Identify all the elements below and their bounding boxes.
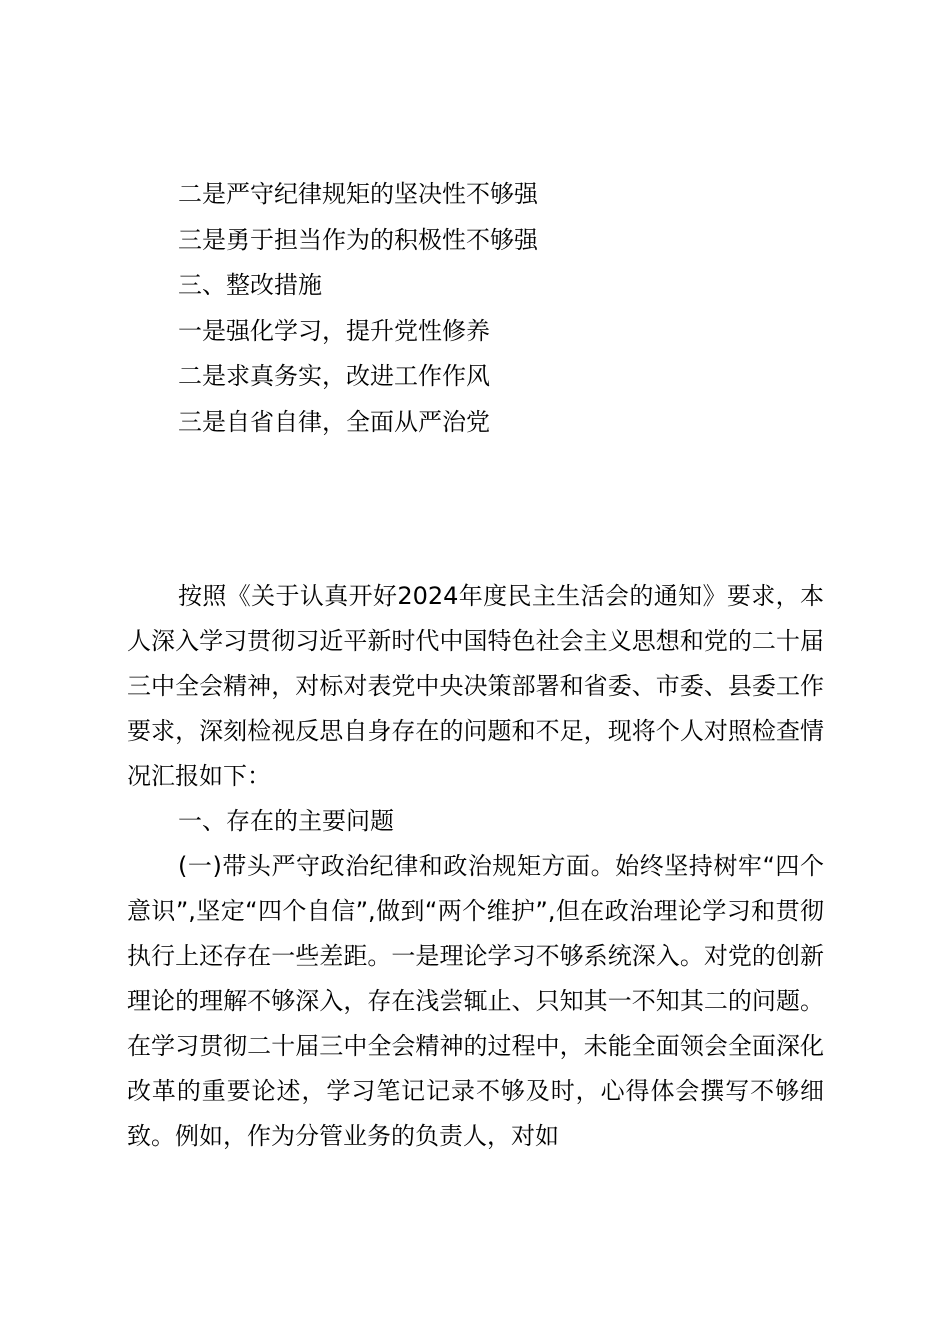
outline-item: 三是勇于担当作为的积极性不够强 xyxy=(178,225,538,254)
outline-item: 二是求真务实，改进工作作风 xyxy=(178,362,490,390)
outline-item: 二是严守纪律规矩的坚决性不够强 xyxy=(178,180,538,208)
outline-list xyxy=(178,172,878,445)
outline-heading: 三、整改措施 xyxy=(178,271,322,299)
report-body xyxy=(127,574,824,1159)
intro-paragraph: 按照《关于认真开好2024年度民主生活会的通知》要求，本人深入学习贯彻习近平新时代中国特色社会主义思想和党的二十届三中全会精神，对标对表党中央决策部署和省委、市委、县委工作要求，深刻检视反思自身存在的问题和不足，现将个人对照检查情况汇报如下： xyxy=(127,582,824,790)
outline-item: 三是自省自律，全面从严治党 xyxy=(178,407,490,436)
outline-item: 一是强化学习，提升党性修养 xyxy=(178,316,490,345)
section-heading: 一、存在的主要问题 xyxy=(178,807,394,835)
section-paragraph: (一)带头严守政治纪律和政治规矩方面。始终坚持树牢“四个意识”,坚定“四个自信”,做到“两个维护”,但在政治理论学习和贯彻执行上还存在一些差距。一是理论学习不够系统深入。对党的创新理论的理解不够深入，存在浅尝辄止、只知其一不知其二的问题。在学习贯彻二十届三中全会精神的过程中，未能全面领会全面深化改革的重要论述，学习笔记记录不够及时，心得体会撰写不够细致。例如，作为分管业务的负责人，对如 xyxy=(127,852,824,1150)
